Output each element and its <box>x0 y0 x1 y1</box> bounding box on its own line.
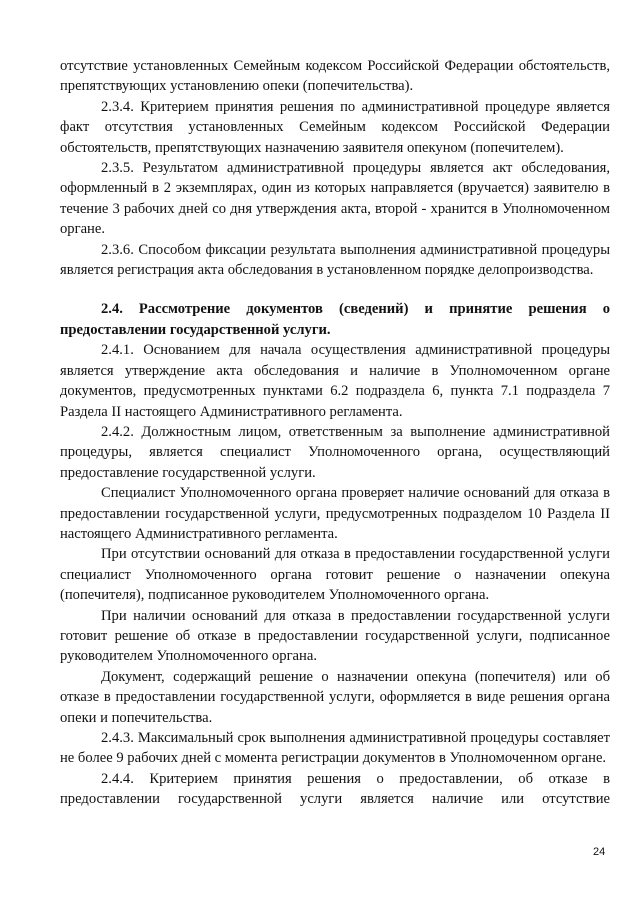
paragraph-2-4-1: 2.4.1. Основанием для начала осуществления административной процедуры является утверждение акта обследования и наличие в Уполномоченном органе документов, предусмотренных пунктами 6.2 подраздела 6, пункта 7.1 подраздела 7 Раздела II настоящего Административного регламента. <box>60 342 610 420</box>
paragraph-2-4-2: 2.4.2. Должностным лицом, ответственным за выполнение административной процедуры, является специалист Уполномоченного органа, осуществляющий предоставление государственной услуги. <box>60 423 610 481</box>
paragraph-2-4-4: 2.4.4. Критерием принятия решения о предоставлении, об отказе в предоставлении государственной услуги является наличие или отсутствие <box>60 770 610 808</box>
paragraph-no-grounds: При отсутствии оснований для отказа в предоставлении государственной услуги специалист Уполномоченного органа готовит решение о назначении опекуна (попечителя), подписанное руководителем Уполномоченного органа. <box>60 546 610 604</box>
paragraph-2-3-6: 2.3.6. Способом фиксации результата выполнения административной процедуры является регистрация акта обследования в установленном порядке делопроизводства. <box>60 241 610 279</box>
paragraph-decision-document: Документ, содержащий решение о назначении опекуна (попечителя) или об отказе в предоставлении государственной услуги, оформляется в виде решения органа опеки и попечительства. <box>60 668 610 726</box>
paragraph-specialist-check: Специалист Уполномоченного органа проверяет наличие оснований для отказа в предоставлении государственной услуги, предусмотренных подразделом 10 Раздела II настоящего Административного регламента. <box>60 485 610 542</box>
section-title: Рассмотрение документов (сведений) и принятие решения о предоставлении государственной услуги. <box>60 301 610 338</box>
paragraph-2-3-5: 2.3.5. Результатом административной процедуры является акт обследования, оформленный в 2 экземплярах, один из которых направляется (вручается) заявителю в течение 3 рабочих дней со дня утверждения акта, второй - хранится в Уполномоченном органе. <box>60 160 610 238</box>
paragraph-2-3-4: 2.3.4. Критерием принятия решения по административной процедуре является факт отсутствия установленных Семейным кодексом Российской Федерации обстоятельств, препятствующих назначению заявителя опекуном (попечителем). <box>60 98 610 156</box>
section-number: 2.4. <box>101 301 123 318</box>
paragraph-continuation: отсутствие установленных Семейным кодексом Российской Федерации обстоятельств, препятствующих установлению опеки (попечительства). <box>60 58 610 95</box>
paragraph-2-4-3: 2.4.3. Максимальный срок выполнения административной процедуры составляет не более 9 рабочих дней с момента регистрации документов в Уполномоченном органе. <box>60 730 610 767</box>
paragraph-grounds-refusal: При наличии оснований для отказа в предоставлении государственной услуги готовит решение об отказе в предоставлении государственной услуги, подписанное руководителем Уполномоченного органа. <box>60 607 610 665</box>
document-page <box>60 56 610 810</box>
section-spacer <box>60 280 610 299</box>
section-heading <box>60 299 610 340</box>
page-number: 24 <box>593 846 606 858</box>
